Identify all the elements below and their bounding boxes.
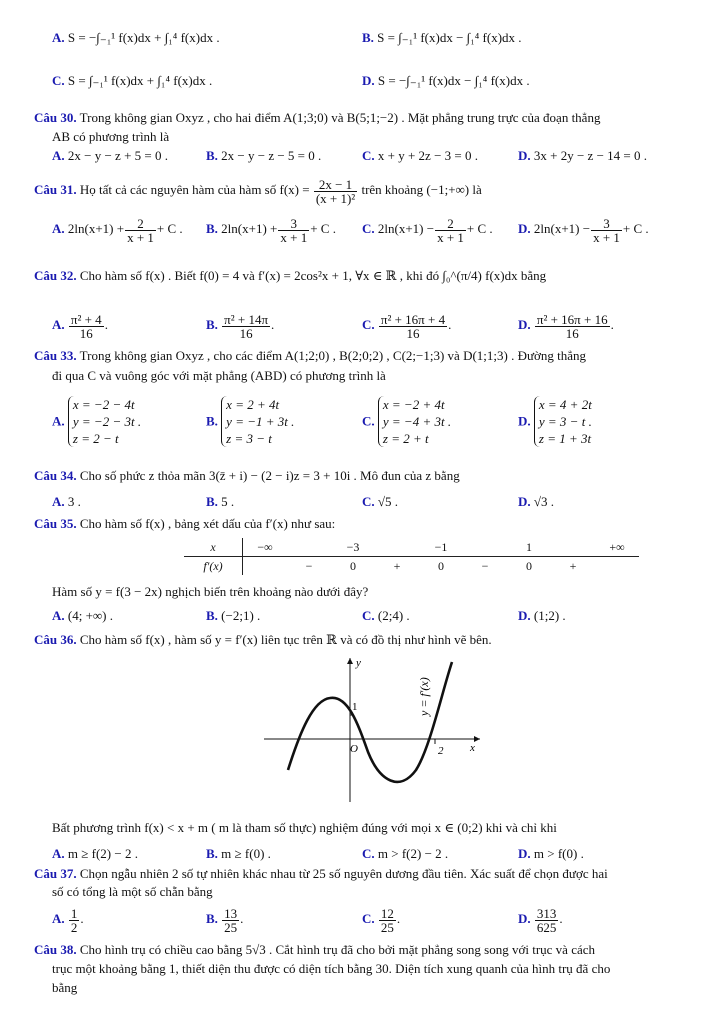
q29-option-c[interactable]: C. S = ∫₋₁¹ f(x)dx + ∫₁⁴ f(x)dx . [52, 73, 213, 88]
sign-table-gap [287, 538, 331, 557]
sign-table-gap [463, 538, 507, 557]
q31-option-a[interactable]: A. 2ln(x+1) + $\frac{2}{x + 1}$ + C . [52, 215, 183, 245]
q38-stem-cont: trục một khoảng bằng 1, thiết diện thu được có diện tích bằng 30. Diện tích xung quanh của hình trụ đã cho [52, 961, 611, 976]
q31-a-fraction: $\frac{2}{x + 1}$ [127, 215, 154, 245]
q33-option-c[interactable]: C. x = −2 + 4t y = −4 + 3t . z = 2 + t [362, 397, 452, 446]
q37-option-b[interactable]: B. $\frac{13}{25}$ . [206, 905, 244, 935]
sign-table-x-cell: 1 [507, 538, 551, 557]
q32-d-fraction: $\frac{\text{π² + 16π + 16}}{16}$ [536, 311, 608, 341]
q31-option-c[interactable]: C. 2ln(x+1) − $\frac{2}{x + 1}$ + C . [362, 215, 493, 245]
q38-stem: Câu 38. Cho hình trụ có chiều cao bằng 5√3 . Cắt hình trụ đã cho bởi mặt phẳng song song với trục và cách [34, 942, 596, 957]
q35-option-d[interactable]: D. (1;2) . [518, 608, 566, 623]
q37-c-fraction: $\frac{12}{25}$ [380, 905, 394, 935]
q36-option-c[interactable]: C. m > f(2) − 2 . [362, 846, 449, 861]
tick-label-1: 1 [352, 701, 358, 713]
q35-stem: Câu 35. Cho hàm số f(x) , bảng xét dấu của f′(x) như sau: [34, 516, 336, 531]
q31-stem: Câu 31. Họ tất cả các nguyên hàm của hàm số f(x) = $\frac{2x - 1}{\text{(x + 1)²}}$ trên khoảng (−1;+∞) là [34, 176, 482, 206]
q35-ask: Hàm số y = f(3 − 2x) nghịch biến trên khoảng nào dưới đây? [52, 584, 369, 599]
q32-c-fraction: $\frac{\text{π² + 16π + 4}}{16}$ [380, 311, 446, 341]
sign-table-f-cell [243, 557, 288, 576]
q30-stem-cont: AB có phương trình là [52, 129, 170, 144]
sign-table-f-cell: − [305, 559, 313, 573]
q30-option-c[interactable]: C. x + y + 2z − 3 = 0 . [362, 148, 478, 163]
q36-ask: Bất phương trình f(x) < x + m ( m là tham số thực) nghiệm đúng với mọi x ∈ (0;2) khi và chỉ khi [52, 820, 557, 835]
q33-d-system: x = 4 + 2t y = 3 − t . z = 1 + 3t [534, 396, 592, 447]
q32-option-b[interactable]: B. $\frac{\text{π² + 14π}}{16}$ . [206, 311, 275, 341]
q34-option-a[interactable]: A. 3 . [52, 494, 81, 509]
tick-label-2: 2 [438, 745, 444, 757]
q33-stem-cont: đi qua C và vuông góc với mặt phẳng (ABD) có phương trình là [52, 368, 386, 383]
sign-table-x-cell: −∞ [243, 538, 288, 557]
q31-option-b[interactable]: B. 2ln(x+1) + $\frac{3}{x + 1}$ + C . [206, 215, 336, 245]
sign-table-f-label: f′(x) [184, 557, 243, 576]
q33-option-d[interactable]: D. x = 4 + 2t y = 3 − t . z = 1 + 3t [518, 397, 592, 446]
x-label: x [470, 742, 475, 754]
q30-stem: Câu 30. Trong không gian Oxyz , cho hai điểm A(1;3;0) và B(5;1;−2) . Mặt phẳng trung trực của đoạn thẳng [34, 110, 601, 125]
sign-table-f-cell: + [569, 559, 577, 573]
q34-option-d[interactable]: D. √3 . [518, 494, 555, 509]
sign-table-f-cell: 0 [350, 559, 356, 573]
q37-option-a[interactable]: A. $\frac{1}{2}$ . [52, 905, 84, 935]
q33-stem: Câu 33. Trong không gian Oxyz , cho các điểm A(1;2;0) , B(2;0;2) , C(2;−1;3) và D(1;1;3) . Đường thẳng [34, 348, 587, 363]
q34-stem: Câu 34. Cho số phức z thỏa mãn 3(z̄ + i) − (2 − i)z = 3 + 10i . Mô đun của z bằng [34, 468, 460, 483]
sign-table-f-cell: + [393, 559, 401, 573]
q32-option-d[interactable]: D. $\frac{\text{π² + 16π + 16}}{16}$ . [518, 311, 614, 341]
q31-b-fraction: $\frac{3}{x + 1}$ [280, 215, 308, 245]
q35-option-c[interactable]: C. (2;4) . [362, 608, 410, 623]
q37-stem-cont: số có tổng là một số chẵn bằng [52, 884, 213, 899]
q33-b-system: x = 2 + 4t y = −1 + 3t . z = 3 − t [221, 396, 294, 447]
q30-option-b[interactable]: B. 2x − y − z − 5 = 0 . [206, 148, 322, 163]
q30-option-d[interactable]: D. 3x + 2y − z − 14 = 0 . [518, 148, 647, 163]
q36-option-b[interactable]: B. m ≥ f(0) . [206, 846, 271, 861]
q33-option-b[interactable]: B. x = 2 + 4t y = −1 + 3t . z = 3 − t [206, 397, 295, 446]
q35-sign-table [184, 538, 639, 575]
q29-option-d[interactable]: D. S = −∫₋₁¹ f(x)dx − ∫₁⁴ f(x)dx . [362, 73, 530, 88]
sign-table-gap [551, 538, 595, 557]
q32-b-fraction: $\frac{\text{π² + 14π}}{16}$ [224, 311, 269, 341]
q34-option-c[interactable]: C. √5 . [362, 494, 399, 509]
sign-table-f-cell: 0 [438, 559, 444, 573]
q36-derivative-graph [258, 652, 488, 812]
sign-table-gap [375, 538, 419, 557]
q32-stem: Câu 32. Cho hàm số f(x) . Biết f(0) = 4 và f′(x) = 2cos²x + 1, ∀x ∈ ℝ , khi đó ∫₀^(π/4) f(x)dx bằng [34, 268, 547, 283]
q38-stem-end: bằng [52, 980, 78, 995]
q37-b-fraction: $\frac{13}{25}$ [224, 905, 238, 935]
q36-option-a[interactable]: A. m ≥ f(2) − 2 . [52, 846, 138, 861]
q32-option-c[interactable]: C. $\frac{\text{π² + 16π + 4}}{16}$ . [362, 311, 452, 341]
q37-d-fraction: $\frac{313}{625}$ [536, 905, 557, 935]
q36-option-d[interactable]: D. m > f(0) . [518, 846, 584, 861]
q37-stem: Câu 37. Chọn ngẫu nhiên 2 số tự nhiên khác nhau từ 25 số nguyên dương đầu tiên. Xác suất để chọn được hai [34, 866, 608, 881]
sign-table-x-cell: +∞ [595, 538, 639, 557]
q31-d-fraction: $\frac{3}{x + 1}$ [593, 215, 620, 245]
q31-c-fraction: $\frac{2}{x + 1}$ [437, 215, 464, 245]
q33-option-a[interactable]: A. x = −2 − 4t y = −2 − 3t . z = 2 − t [52, 397, 142, 446]
q37-option-d[interactable]: D. $\frac{313}{625}$ . [518, 905, 563, 935]
q37-option-c[interactable]: C. $\frac{12}{25}$ . [362, 905, 401, 935]
q34-option-b[interactable]: B. 5 . [206, 494, 235, 509]
q29-option-a[interactable]: A. S = −∫₋₁¹ f(x)dx + ∫₁⁴ f(x)dx . [52, 30, 220, 45]
q36-stem: Câu 36. Cho hàm số f(x) , hàm số y = f′(x) liên tục trên ℝ và có đồ thị như hình vẽ bên. [34, 632, 492, 647]
sign-table-x-label: x [184, 538, 243, 557]
origin-label: O [350, 743, 358, 755]
curve-label: y = f′(x) [417, 677, 431, 716]
q33-a-system: x = −2 − 4t y = −2 − 3t . z = 2 − t [68, 396, 141, 447]
q31-fraction: $\frac{2x - 1}{\text{(x + 1)²}}$ [315, 176, 356, 206]
q32-a-fraction: $\frac{\text{π² + 4}}{16}$ [70, 311, 102, 341]
q30-option-a[interactable]: A. 2x − y − z + 5 = 0 . [52, 148, 168, 163]
y-label: y [356, 657, 361, 669]
q29-option-b[interactable]: B. S = ∫₋₁¹ f(x)dx − ∫₁⁴ f(x)dx . [362, 30, 522, 45]
sign-table-f-cell: − [481, 559, 489, 573]
q35-option-a[interactable]: A. (4; +∞) . [52, 608, 114, 623]
sign-table-f-cell [595, 557, 639, 576]
q37-a-fraction: $\frac{1}{2}$ [70, 905, 78, 935]
sign-table-x-cell: −1 [419, 538, 463, 557]
q32-option-a[interactable]: A. $\frac{\text{π² + 4}}{16}$ . [52, 311, 108, 341]
q35-option-b[interactable]: B. (−2;1) . [206, 608, 261, 623]
q31-option-d[interactable]: D. 2ln(x+1) − $\frac{3}{x + 1}$ + C . [518, 215, 649, 245]
q33-c-system: x = −2 + 4t y = −4 + 3t . z = 2 + t [378, 396, 451, 447]
sign-table-x-cell: −3 [331, 538, 375, 557]
sign-table-f-cell: 0 [526, 559, 532, 573]
